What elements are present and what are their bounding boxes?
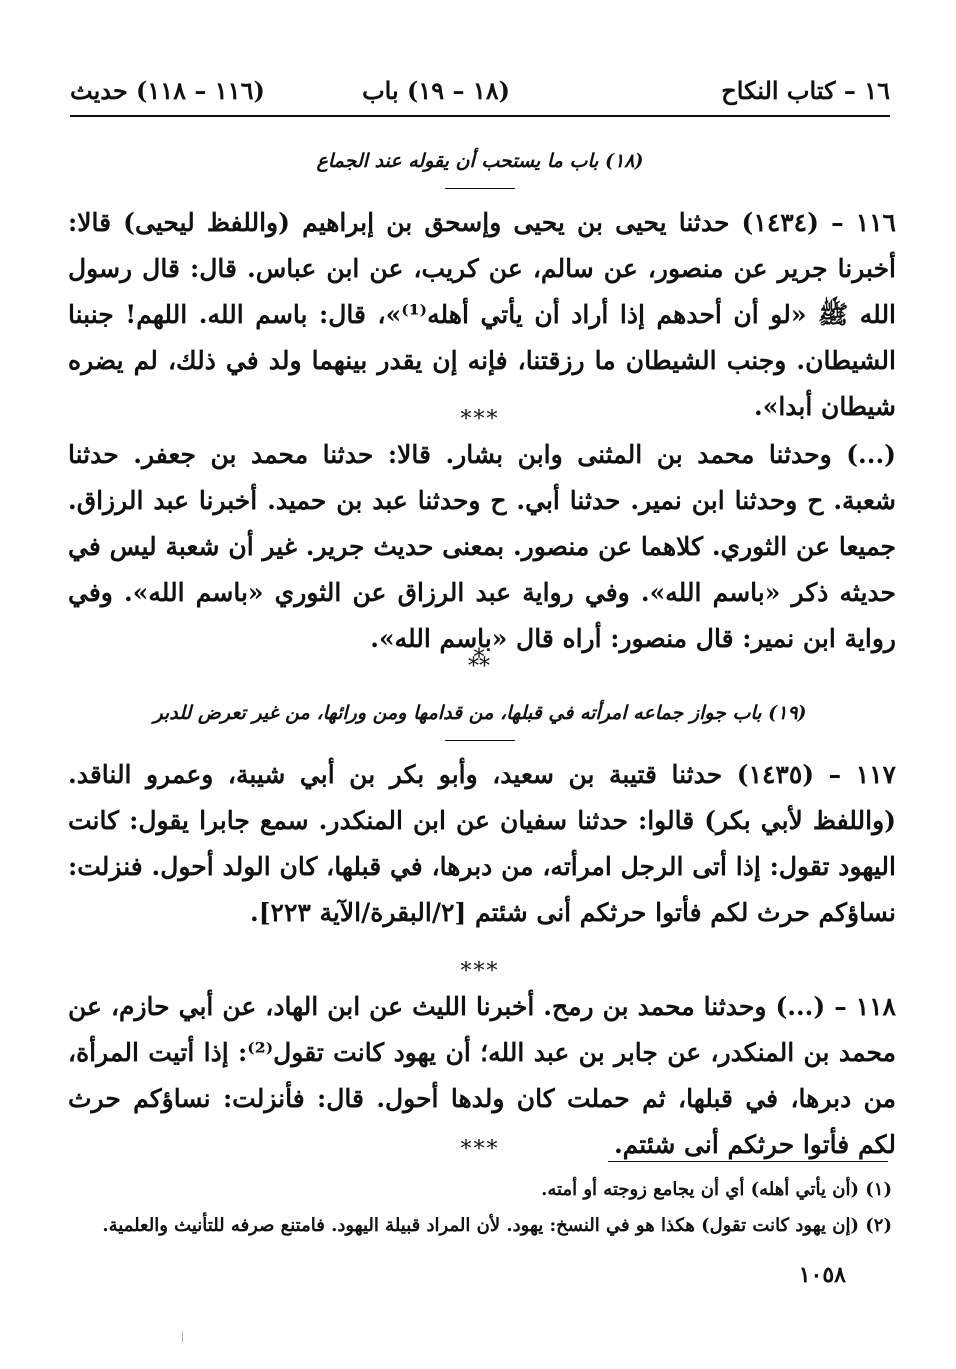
hadith-118: ١١٨ – (...) وحدثنا محمد بن رمح. أخبرنا الليث عن ابن الهاد، عن أبي حازم، عن محمد بن المنكدر، عن جابر بن عبد الله؛ أن يهود كانت تقول⁽²⁾: إذا أتيت المرأة، من دبرها، في قبلها، ثم حملت كان ولدها أحول. قال: فأنزلت: نساؤكم حرث لكم فأتوا حرثكم أنى شئتم. — [68, 992, 896, 1159]
chapter-19-rule — [445, 740, 515, 741]
chapter-19-title: (١٩) باب جواز جماعه امرأته في قبلها، من قدامها ومن ورائها، من غير تعرض للدبر — [153, 702, 807, 724]
hadith-117: ١١٧ – (١٤٣٥) حدثنا قتيبة بن سعيد، وأبو بكر بن أبي شيبة، وعمرو الناقد. (واللفظ لأبي بكر) قالوا: حدثنا سفيان عن ابن المنكدر. سمع جابرا يقول: كانت اليهود تقول: إذا أتى الرجل امرأته، من دبرها، في قبلها، كان الولد أحول. فنزلت: نساؤكم حرث لكم فأتوا حرثكم أنى شئتم [٢/البقرة/الآية ٢٢٣]. — [68, 760, 896, 927]
separator-stars-2: *** — [460, 959, 500, 984]
separator-stars-3: *** — [460, 1137, 500, 1162]
footnote-rule — [608, 1161, 888, 1162]
footnote-1: (١) (أن يأتي أهله) أي أن يجامع زوجته أو أمته. — [541, 1179, 892, 1200]
separator-stars-1: *** — [460, 407, 500, 432]
separator-chapter: ⁂ — [468, 647, 492, 672]
header-book-title: ١٦ – كتاب النكاح — [721, 76, 890, 105]
hadith-116-variant: (...) وحدثنا محمد بن المثنى وابن بشار. قالا: حدثنا محمد بن جعفر. حدثنا شعبة. ح وحدثنا ابن نمير. حدثنا أبي. ح وحدثنا عبد بن حميد. أخبرنا عبد الرزاق. جميعا عن الثوري. كلاهما عن منصور. بمعنى حديث جرير. غير أن شعبة ليس في حديثه ذكر «باسم الله». وفي رواية عبد الرزاق عن الثوري «باسم الله». وفي رواية ابن نمير: قال منصور: أراه قال «باسم الله». — [68, 440, 896, 653]
scan-mark — [182, 1332, 184, 1342]
footnote-2: (٢) (إن يهود كانت تقول) هكذا هو في النسخ: يهود. لأن المراد قبيلة اليهود. فامتنع صرفه للتأنيث والعلمية. — [102, 1215, 892, 1236]
header-chapter-range: (١٨ – ١٩) باب — [362, 76, 510, 105]
page-header — [70, 72, 890, 112]
header-hadith-range: (١١٦ – ١١٨) حديث — [70, 76, 265, 105]
hadith-116: ١١٦ – (١٤٣٤) حدثنا يحيى بن يحيى وإسحق بن إبراهيم (واللفظ ليحيى) قالا: أخبرنا جرير عن منصور، عن سالم، عن كريب، عن ابن عباس. قال: قال رسول الله ﷺ «لو أن أحدهم إذا أراد أن يأتي أهله⁽¹⁾»، قال: باسم الله. اللهم! جنبنا الشيطان. وجنب الشيطان ما رزقتنا، فإنه إن يقدر بينهما ولد في ذلك، لم يضره شيطان أبدا». — [68, 208, 897, 421]
chapter-18-rule — [445, 188, 515, 189]
header-rule — [70, 115, 890, 117]
page-number: ١٠٥٨ — [798, 1262, 846, 1288]
chapter-18-title: (١٨) باب ما يستحب أن يقوله عند الجماع — [316, 150, 644, 172]
